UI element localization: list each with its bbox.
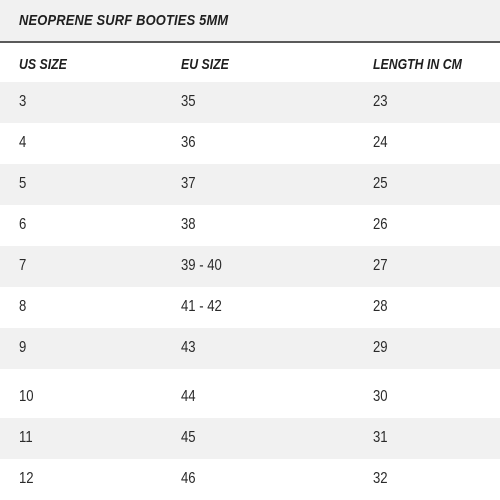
length-cm-cell: 32	[373, 470, 388, 487]
eu-size-cell: 36	[181, 134, 196, 151]
us-size-cell: 4	[19, 134, 27, 151]
length-cm-cell: 31	[373, 429, 388, 446]
table-row	[0, 377, 500, 418]
us-size-cell: 7	[19, 257, 27, 274]
column-header-eu-size: EU SIZE	[181, 56, 229, 73]
us-size-cell: 10	[19, 388, 34, 405]
column-header-us-size: US SIZE	[19, 56, 67, 73]
table-row	[0, 123, 500, 164]
table-row	[0, 418, 500, 459]
table-row	[0, 205, 500, 246]
table-row	[0, 164, 500, 205]
eu-size-cell: 45	[181, 429, 196, 446]
length-cm-cell: 23	[373, 93, 388, 110]
eu-size-cell: 46	[181, 470, 196, 487]
us-size-cell: 5	[19, 175, 27, 192]
eu-size-cell: 39 - 40	[181, 257, 222, 274]
length-cm-cell: 28	[373, 298, 388, 315]
length-cm-cell: 29	[373, 339, 388, 356]
us-size-cell: 12	[19, 470, 34, 487]
table-row	[0, 328, 500, 369]
table-row	[0, 246, 500, 287]
eu-size-cell: 38	[181, 216, 196, 233]
us-size-cell: 3	[19, 93, 27, 110]
length-cm-cell: 27	[373, 257, 388, 274]
eu-size-cell: 41 - 42	[181, 298, 222, 315]
table-row	[0, 459, 500, 500]
length-cm-cell: 25	[373, 175, 388, 192]
length-cm-cell: 26	[373, 216, 388, 233]
header-divider	[0, 41, 500, 43]
us-size-cell: 8	[19, 298, 27, 315]
table-row	[0, 82, 500, 123]
us-size-cell: 11	[19, 429, 33, 446]
table-row	[0, 287, 500, 328]
table-title: NEOPRENE SURF BOOTIES 5MM	[19, 12, 229, 29]
column-header-length-cm: LENGTH IN CM	[373, 56, 462, 73]
eu-size-cell: 44	[181, 388, 196, 405]
us-size-cell: 6	[19, 216, 27, 233]
eu-size-cell: 37	[181, 175, 196, 192]
eu-size-cell: 35	[181, 93, 196, 110]
length-cm-cell: 30	[373, 388, 388, 405]
us-size-cell: 9	[19, 339, 27, 356]
title-band	[0, 0, 500, 41]
length-cm-cell: 24	[373, 134, 388, 151]
eu-size-cell: 43	[181, 339, 196, 356]
